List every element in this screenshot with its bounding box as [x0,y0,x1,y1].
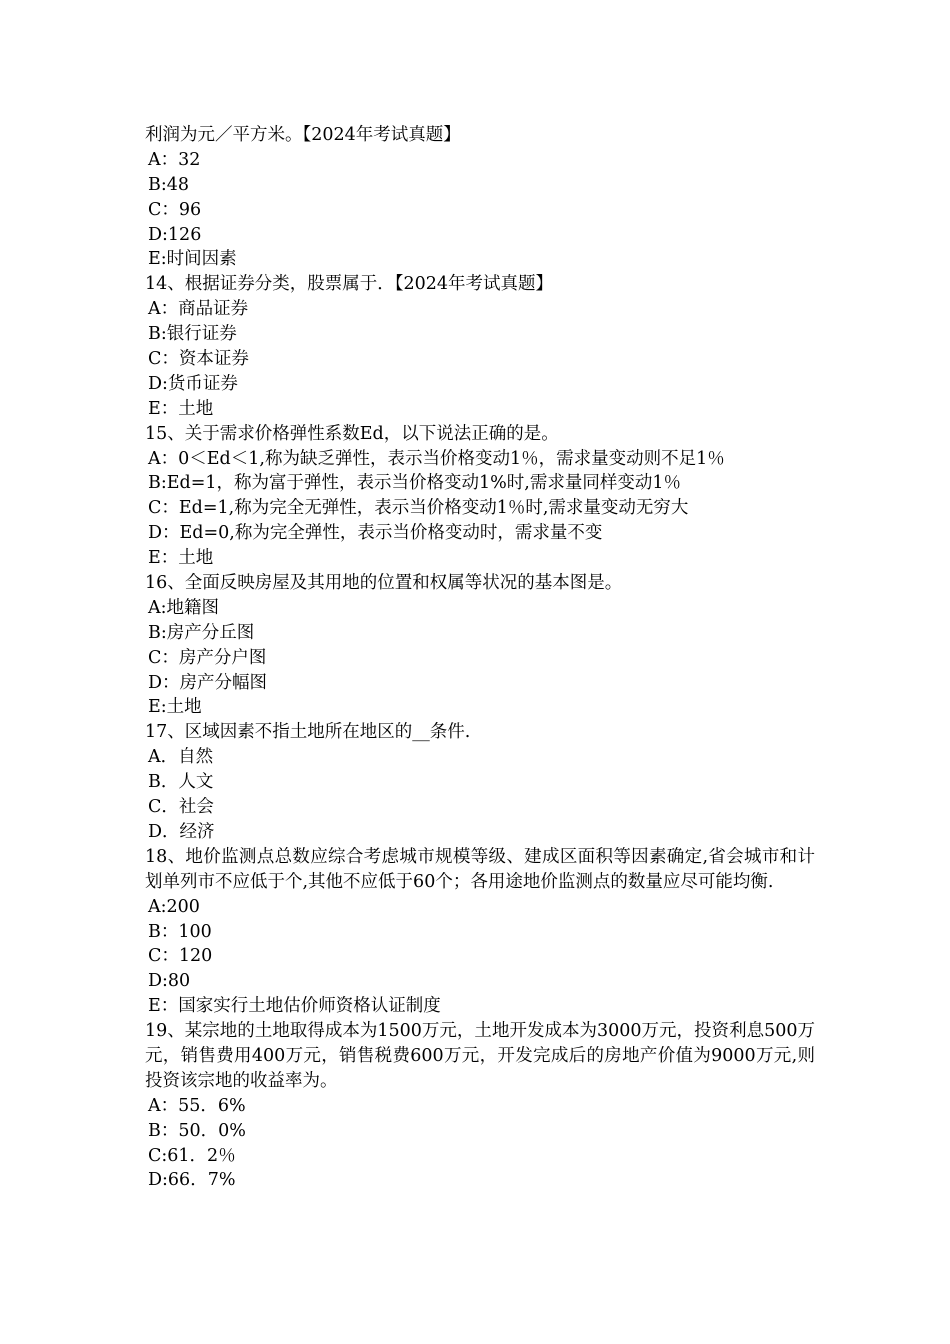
question-16: 16、全面反映房屋及其用地的位置和权属等状况的基本图是。 [145,573,623,594]
question-13-continuation: 利润为元／平方米。【2024年考试真题】 [145,125,461,145]
option-b: B:银行证券 [148,324,237,345]
option-a: A：32 [148,149,201,170]
option-a: A．自然 [148,747,214,768]
option-a: A:地籍图 [148,597,220,618]
option-a: A：55．6% [148,1095,246,1116]
document-page [145,123,815,1193]
option-d: D:货币证券 [148,373,238,394]
option-e: E：土地 [148,398,214,419]
option-d: D:126 [148,224,202,245]
option-a: A：商品证券 [148,299,249,320]
option-b: B．人文 [148,772,214,793]
question-15: 15、关于需求价格弹性系数Ed，以下说法正确的是。 [145,423,559,444]
option-e: E：国家实行土地估价师资格认证制度 [148,996,441,1017]
option-e: E：土地 [148,548,214,569]
option-c: C：Ed=1,称为完全无弹性，表示当价格变动1％时,需求量变动无穷大 [148,498,689,519]
option-c: C：资本证券 [148,349,249,370]
option-b: B:48 [148,174,190,195]
option-b: B:房产分丘图 [148,622,255,643]
option-b: B：100 [148,921,212,942]
question-17: 17、区域因素不指土地所在地区的__条件. [145,722,471,743]
option-c: C：房产分户图 [148,647,267,668]
option-d: D．经济 [148,821,215,842]
option-d: D:80 [148,971,191,992]
option-d: D：房产分幅图 [148,672,268,693]
option-c: C：120 [148,946,213,967]
option-e: E:时间因素 [148,249,237,270]
option-a: A：0＜Ed＜1,称为缺乏弹性，表示当价格变动1％，需求量变动则不足1％ [148,448,725,469]
option-c: C．社会 [148,797,214,818]
question-19: 19、某宗地的土地取得成本为1500万元，土地开发成本为3000万元，投资利息500万元，销售费用400万元，销售税费600万元，开发完成后的房地产价值为9000万元,则投资该宗地的收益率为。 [145,1021,815,1091]
option-a: A:200 [148,896,200,917]
option-c: C:61．2％ [148,1145,236,1166]
option-c: C：96 [148,199,202,220]
option-e: E:土地 [148,697,202,718]
question-14: 14、根据证券分类，股票属于．【2024年考试真题】 [145,274,554,295]
option-b: B:Ed=1，称为富于弹性，表示当价格变动1%时,需求量同样变动1％ [148,473,681,494]
option-b: B：50．0% [148,1120,246,1141]
option-d: D:66．7% [148,1170,236,1191]
option-d: D：Ed=0,称为完全弹性，表示当价格变动时，需求量不变 [148,523,603,544]
question-18: 18、地价监测点总数应综合考虑城市规模等级、建成区面积等因素确定,省会城市和计划单列市不应低于个,其他不应低于60个；各用途地价监测点的数量应尽可能均衡. [145,846,815,892]
